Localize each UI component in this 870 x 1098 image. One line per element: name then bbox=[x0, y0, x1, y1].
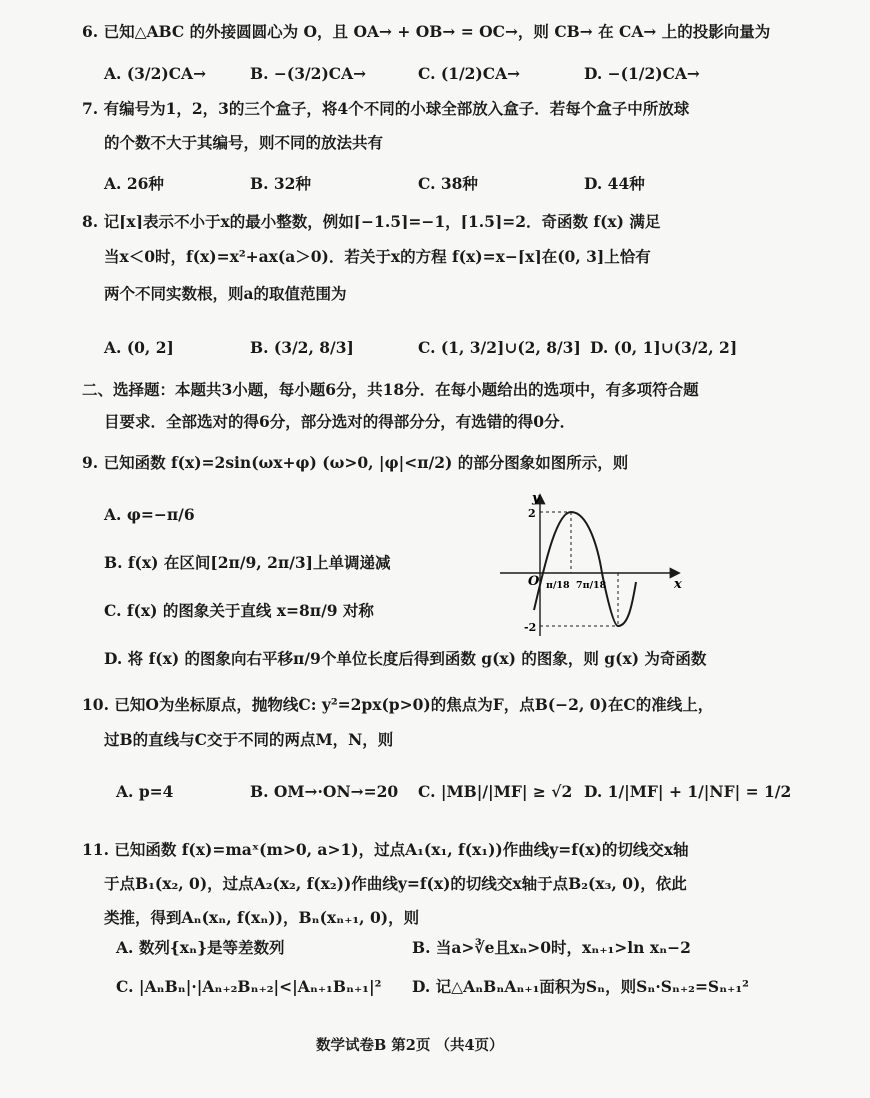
sine-curve bbox=[534, 512, 636, 626]
q10-stem-line1: 10. 已知O为坐标原点，抛物线C: y²=2px(p>0)的焦点为F，点B(−2, 0)在C的准线上， bbox=[82, 695, 714, 714]
x-axis-label: x bbox=[674, 577, 682, 592]
q8-option-a: A. (0, 2] bbox=[104, 338, 174, 357]
q8-option-c: C. (1, 3/2]∪(2, 8/3] bbox=[418, 338, 581, 357]
q7-option-c: C. 38种 bbox=[418, 174, 478, 193]
q9-stem: 9. 已知函数 f(x)=2sin(ωx+φ) (ω>0, |φ|<π/2) 的部分图象如图所示，则 bbox=[82, 453, 629, 472]
q9-option-d: D. 将 f(x) 的图象向右平移π/9个单位长度后得到函数 g(x) 的图象，则 g(x) 为奇函数 bbox=[104, 649, 707, 668]
tick2-label: 7π/18 bbox=[576, 580, 607, 591]
q7-option-a: A. 26种 bbox=[104, 174, 164, 193]
q11-stem-line2: 于点B₁(x₂, 0)，过点A₂(x₂, f(x₂))作曲线y=f(x)的切线交x轴于点B₂(x₃, 0)，依此 bbox=[104, 874, 687, 893]
q10-stem-line2: 过B的直线与C交于不同的两点M，N，则 bbox=[104, 730, 394, 749]
q8-stem-line2: 当x＜0时，f(x)=x²+ax(a＞0)．若关于x的方程 f(x)=x−⌈x⌉在(0, 3]上恰有 bbox=[104, 247, 651, 266]
q8-option-b: B. (3/2, 8/3] bbox=[250, 338, 354, 357]
q10-option-b: B. OM→·ON→=20 bbox=[250, 782, 399, 801]
q11-option-d: D. 记△AₙBₙAₙ₊₁面积为Sₙ，则Sₙ·Sₙ₊₂=Sₙ₊₁² bbox=[412, 977, 749, 996]
y-min-label: -2 bbox=[524, 621, 537, 634]
page-footer: 数学试卷B 第2页 （共4页） bbox=[316, 1037, 504, 1054]
tick1-label: π/18 bbox=[546, 580, 570, 591]
q9-option-c: C. f(x) 的图象关于直线 x=8π/9 对称 bbox=[104, 601, 374, 620]
q10-option-c: C. |MB|/|MF| ≥ √2 bbox=[418, 782, 573, 801]
sine-graph bbox=[496, 488, 692, 640]
q6-option-b: B. −(3/2)CA→ bbox=[250, 64, 367, 83]
y-axis-label: y bbox=[532, 491, 540, 506]
q10-option-a: A. p=4 bbox=[116, 782, 174, 801]
q8-option-d: D. (0, 1]∪(3/2, 2] bbox=[590, 338, 738, 357]
section2-line1: 二、选择题：本题共3小题，每小题6分，共18分．在每小题给出的选项中，有多项符合题 bbox=[82, 380, 699, 399]
q11-option-a: A. 数列{xₙ}是等差数列 bbox=[116, 938, 285, 957]
q6-stem: 6. 已知△ABC 的外接圆圆心为 O，且 OA→ + OB→ = OC→，则 CB→ 在 CA→ 上的投影向量为 bbox=[82, 22, 771, 41]
q11-option-b: B. 当a>∛e且xₙ>0时，xₙ₊₁>ln xₙ−2 bbox=[412, 938, 691, 957]
q10-option-d: D. 1/|MF| + 1/|NF| = 1/2 bbox=[584, 782, 792, 801]
q8-stem-line1: 8. 记⌈x⌉表示不小于x的最小整数，例如⌈−1.5⌉=−1，⌈1.5⌉=2．奇函数 f(x) 满足 bbox=[82, 212, 661, 231]
section2-line2: 目要求．全部选对的得6分，部分选对的得部分分，有选错的得0分． bbox=[104, 412, 576, 431]
q11-option-c: C. |AₙBₙ|·|Aₙ₊₂Bₙ₊₂|<|Aₙ₊₁Bₙ₊₁|² bbox=[116, 977, 382, 996]
q6-option-c: C. (1/2)CA→ bbox=[418, 64, 521, 83]
origin-label: O bbox=[528, 574, 540, 589]
y-max-label: 2 bbox=[528, 507, 536, 520]
q11-stem-line1: 11. 已知函数 f(x)=maˣ(m>0, a>1)，过点A₁(x₁, f(x₁))作曲线y=f(x)的切线交x轴 bbox=[82, 840, 689, 859]
q6-option-d: D. −(1/2)CA→ bbox=[584, 64, 700, 83]
q7-stem-line1: 7. 有编号为1，2，3的三个盒子，将4个不同的小球全部放入盒子．若每个盒子中所放球 bbox=[82, 99, 690, 118]
q7-stem-line2: 的个数不大于其编号，则不同的放法共有 bbox=[104, 133, 384, 152]
q7-option-b: B. 32种 bbox=[250, 174, 311, 193]
q9-option-b: B. f(x) 在区间[2π/9, 2π/3]上单调递减 bbox=[104, 553, 391, 572]
q9-option-a: A. φ=−π/6 bbox=[104, 505, 195, 524]
q11-stem-line3: 类推，得到Aₙ(xₙ, f(xₙ))，Bₙ(xₙ₊₁, 0)，则 bbox=[104, 908, 420, 927]
q6-option-a: A. (3/2)CA→ bbox=[104, 64, 207, 83]
q7-option-d: D. 44种 bbox=[584, 174, 645, 193]
q8-stem-line3: 两个不同实数根，则a的取值范围为 bbox=[104, 284, 347, 303]
